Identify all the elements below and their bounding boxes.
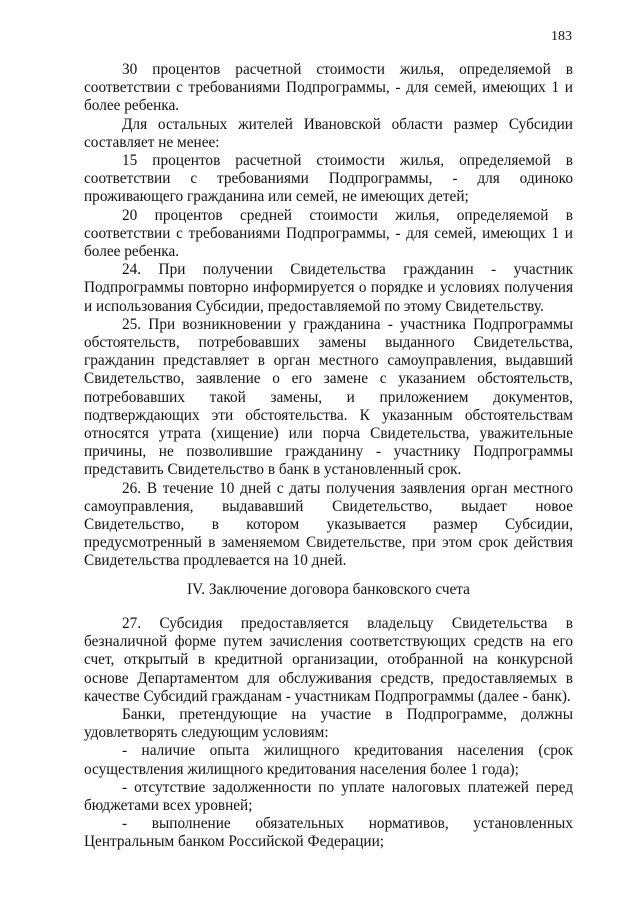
paragraph-item-27: 27. Субсидия предоставляется владельцу Свидетельства в безналичной форме путем зачисления соответствующих средств на его счет, открытый в кредитной организации, отобранной на конкурсной основе Департаментом для обслуживания средств, предоставляемых в качестве Субсидий гражданам - участникам Подпрограммы (далее - банк).	[84, 614, 573, 705]
paragraph-subsidy-15-percent: 15 процентов расчетной стоимости жилья, определяемой в соответствии с требованиями Подпрограммы, - для одиноко проживающего гражданина или семей, не имеющих детей;	[84, 152, 573, 206]
page-number: 183	[551, 29, 572, 44]
paragraph-bank-requirements: Банки, претендующие на участие в Подпрограмме, должны удовлетворять следующим условиям:	[84, 705, 573, 742]
paragraph-subsidy-30-percent: 30 процентов расчетной стоимости жилья, определяемой в соответствии с требованиями Подпрограммы, - для семей, имеющих 1 и более ребенка.	[84, 61, 573, 115]
paragraph-other-residents: Для остальных жителей Ивановской области размер Субсидии составляет не менее:	[84, 115, 573, 151]
paragraph-subsidy-20-percent: 20 процентов средней стоимости жилья, определяемой в соответствии с требованиями Подпрограммы, - для семей, имеющих 1 и более ребенка.	[84, 206, 573, 261]
list-item-no-tax-debt: - отсутствие задолженности по уплате налоговых платежей перед бюджетами всех уровней;	[84, 778, 573, 814]
paragraph-item-24: 24. При получении Свидетельства гражданин - участник Подпрограммы повторно информируется о порядке и условиях получения и использования Субсидии, предоставляемой по этому Свидетельству.	[84, 261, 573, 315]
list-item-central-bank-norms: - выполнение обязательных нормативов, установленных Центральным банком Российской Федерации;	[84, 815, 573, 851]
paragraph-item-25: 25. При возникновении у гражданина - участника Подпрограммы обстоятельств, потребовавших замены выданного Свидетельства, гражданин представляет в орган местного самоуправления, выдавший Свидетельство, заявление о его замене с указанием обстоятельств, потребовавших такой замены, и приложением документов, подтверждающих эти обстоятельства. К указанным обстоятельствам относятся утрата (хищение) или порча Свидетельства, уважительные причины, не позволившие гражданину - участнику Подпрограммы представить Свидетельство в банк в установленный срок.	[84, 315, 573, 479]
paragraph-item-26: 26. В течение 10 дней с даты получения заявления орган местного самоуправления, выдававший Свидетельство, выдает новое Свидетельство, в котором указывается размер Субсидии, предусмотренный в заменяемом Свидетельстве, при этом срок действия Свидетельства продлевается на 10 дней.	[84, 479, 573, 570]
document-body	[84, 61, 573, 852]
list-item-credit-experience: - наличие опыта жилищного кредитования населения (срок осуществления жилищного кредитования населения более 1 года);	[84, 742, 573, 778]
section-heading: IV. Заключение договора банковского счета	[187, 580, 470, 598]
